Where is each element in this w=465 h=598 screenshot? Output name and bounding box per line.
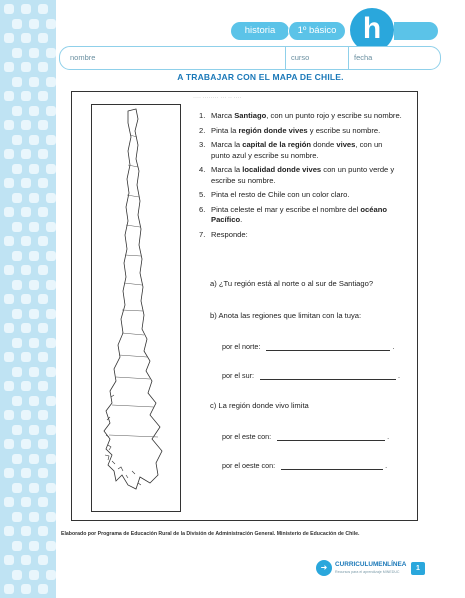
- course-field-label: curso: [291, 53, 310, 62]
- strip-dot: [4, 526, 14, 536]
- line-end: .: [397, 371, 400, 380]
- strip-dot: [46, 570, 56, 580]
- instruction-number: 3.: [199, 140, 206, 149]
- strip-dot: [12, 222, 22, 232]
- strip-dot: [12, 367, 22, 377]
- strip-dot: [46, 251, 56, 261]
- instruction-number: 2.: [199, 125, 206, 135]
- strip-dot: [12, 106, 22, 116]
- answer-line-north[interactable]: [222, 342, 394, 351]
- instruction-text: Marca: [211, 111, 235, 120]
- strip-dot: [21, 294, 31, 304]
- strip-dot: [4, 468, 14, 478]
- logo-name: CURRICULUMENLÍNEA: [335, 561, 407, 568]
- name-field-label: nombre: [70, 53, 96, 62]
- chile-map-outline: [92, 105, 180, 511]
- instruction-text: y escribe su nombre.: [307, 125, 381, 135]
- north-label: por el norte:: [222, 342, 261, 351]
- instruction-item: [193, 126, 403, 137]
- question-a: a) ¿Tu región está al norte o al sur de Santiago?: [210, 279, 374, 288]
- west-label: por el oeste con:: [222, 461, 276, 470]
- instruction-item: [193, 190, 403, 201]
- instruction-emphasis: región donde vives: [238, 125, 308, 135]
- strip-dot: [4, 555, 14, 565]
- strip-dot: [21, 555, 31, 565]
- strip-dot: [38, 555, 48, 565]
- strip-dot: [21, 526, 31, 536]
- instruction-text: Marca la: [211, 140, 243, 149]
- strip-dot: [38, 236, 48, 246]
- chile-map-image: [91, 104, 181, 512]
- strip-dot: [29, 280, 39, 290]
- east-label: por el este con:: [222, 432, 272, 441]
- strip-dot: [29, 454, 39, 464]
- strip-dot: [4, 294, 14, 304]
- strip-dot: [29, 19, 39, 29]
- strip-dot: [21, 497, 31, 507]
- instruction-item: [193, 205, 403, 226]
- strip-dot: [38, 120, 48, 130]
- instruction-text: , con un punto azul y escribe su nombre.: [211, 140, 383, 160]
- strip-dot: [38, 497, 48, 507]
- strip-dot: [46, 106, 56, 116]
- answer-line-south[interactable]: [222, 371, 400, 380]
- strip-dot: [21, 207, 31, 217]
- strip-dot: [38, 352, 48, 362]
- strip-dot: [29, 135, 39, 145]
- logo-tagline: Recursos para el aprendizaje MINEDUC: [335, 570, 400, 574]
- instruction-item: [193, 165, 403, 186]
- line-end: .: [385, 461, 388, 470]
- strip-dot: [29, 106, 39, 116]
- decorative-side-strip: [0, 0, 56, 598]
- answer-blank[interactable]: [277, 433, 385, 441]
- line-end: .: [392, 342, 395, 351]
- instruction-text: Marca la: [211, 165, 243, 174]
- strip-dot: [38, 265, 48, 275]
- footer-credit: Elaborado por Programa de Educación Rural de la División de Administración General. Ministerio de Educación de Chile.: [61, 531, 360, 537]
- answer-blank[interactable]: [260, 372, 396, 380]
- strip-dot: [46, 280, 56, 290]
- strip-dot: [12, 19, 22, 29]
- strip-dot: [12, 280, 22, 290]
- strip-dot: [4, 381, 14, 391]
- strip-dot: [21, 120, 31, 130]
- strip-dot: [12, 48, 22, 58]
- strip-dot: [4, 120, 14, 130]
- question-c: c) La región donde vivo limita: [210, 401, 309, 410]
- strip-dot: [29, 570, 39, 580]
- subject-tab: historia: [231, 22, 289, 40]
- strip-dot: [21, 352, 31, 362]
- instruction-text: , con un punto rojo y escribe su nombre.: [266, 111, 402, 120]
- instruction-number: 5.: [199, 190, 206, 199]
- strip-dot: [46, 367, 56, 377]
- subject-logo-icon: h: [350, 8, 394, 52]
- strip-dot: [38, 91, 48, 101]
- instruction-text: Pinta celeste el mar y escribe el nombre del: [211, 204, 361, 214]
- instruction-emphasis: océano Pacífico: [211, 204, 388, 224]
- instruction-text: .: [240, 215, 243, 224]
- strip-dot: [12, 425, 22, 435]
- strip-dot: [29, 483, 39, 493]
- south-label: por el sur:: [222, 371, 254, 380]
- answer-line-west[interactable]: [222, 461, 387, 470]
- faint-instruction-text: ···· ········ ··· ·· ····: [193, 95, 242, 101]
- strip-dot: [46, 512, 56, 522]
- strip-dot: [12, 570, 22, 580]
- instruction-text: Pinta la: [211, 125, 239, 135]
- strip-dot: [12, 251, 22, 261]
- strip-dot: [29, 425, 39, 435]
- strip-dot: [46, 135, 56, 145]
- instruction-emphasis: capital de la región: [242, 140, 312, 149]
- strip-dot: [29, 48, 39, 58]
- strip-dot: [38, 584, 48, 594]
- strip-dot: [12, 396, 22, 406]
- strip-dot: [4, 323, 14, 333]
- strip-dot: [4, 439, 14, 449]
- strip-dot: [38, 207, 48, 217]
- strip-dot: [21, 149, 31, 159]
- strip-dot: [46, 454, 56, 464]
- strip-dot: [12, 135, 22, 145]
- strip-dot: [38, 62, 48, 72]
- strip-dot: [29, 309, 39, 319]
- strip-dot: [4, 149, 14, 159]
- field-divider: [285, 47, 286, 69]
- strip-dot: [46, 483, 56, 493]
- strip-dot: [21, 410, 31, 420]
- strip-dot: [46, 396, 56, 406]
- strip-dot: [38, 439, 48, 449]
- instruction-list: [193, 111, 403, 244]
- instruction-number: 1.: [199, 111, 206, 120]
- strip-dot: [21, 91, 31, 101]
- logo-arrow-icon: ➜: [316, 560, 332, 576]
- strip-dot: [4, 33, 14, 43]
- strip-dot: [38, 323, 48, 333]
- instruction-item: [193, 230, 403, 241]
- instruction-emphasis: Santiago: [234, 111, 267, 120]
- strip-dot: [29, 367, 39, 377]
- strip-dot: [21, 468, 31, 478]
- strip-dot: [38, 178, 48, 188]
- strip-dot: [29, 164, 39, 174]
- strip-dot: [46, 193, 56, 203]
- answer-line-east[interactable]: [222, 432, 389, 441]
- strip-dot: [46, 19, 56, 29]
- strip-dot: [4, 178, 14, 188]
- strip-dot: [21, 178, 31, 188]
- strip-dot: [12, 512, 22, 522]
- strip-dot: [21, 584, 31, 594]
- instruction-item: [193, 111, 403, 122]
- instruction-text: Responde:: [211, 229, 248, 239]
- strip-dot: [29, 338, 39, 348]
- strip-dot: [4, 497, 14, 507]
- strip-dot: [21, 323, 31, 333]
- strip-dot: [12, 164, 22, 174]
- answer-blank[interactable]: [281, 462, 383, 470]
- strip-dot: [29, 193, 39, 203]
- strip-dot: [4, 207, 14, 217]
- strip-dot: [4, 4, 14, 14]
- strip-dot: [21, 33, 31, 43]
- line-end: .: [387, 432, 390, 441]
- answer-blank[interactable]: [266, 343, 390, 351]
- strip-dot: [12, 454, 22, 464]
- strip-dot: [21, 381, 31, 391]
- strip-dot: [4, 265, 14, 275]
- strip-dot: [21, 265, 31, 275]
- strip-dot: [29, 512, 39, 522]
- header-bar-end: [394, 22, 438, 40]
- strip-dot: [4, 91, 14, 101]
- strip-dot: [38, 410, 48, 420]
- strip-dot: [29, 251, 39, 261]
- strip-dot: [38, 294, 48, 304]
- strip-dot: [38, 33, 48, 43]
- strip-dot: [4, 584, 14, 594]
- instruction-item: [193, 140, 403, 161]
- strip-dot: [29, 541, 39, 551]
- strip-dot: [38, 468, 48, 478]
- strip-dot: [4, 62, 14, 72]
- strip-dot: [29, 396, 39, 406]
- strip-dot: [38, 381, 48, 391]
- strip-dot: [38, 526, 48, 536]
- strip-dot: [12, 193, 22, 203]
- strip-dot: [4, 410, 14, 420]
- strip-dot: [21, 62, 31, 72]
- strip-dot: [46, 338, 56, 348]
- instruction-number: 4.: [199, 165, 206, 174]
- strip-dot: [4, 352, 14, 362]
- instruction-number: 6.: [199, 204, 206, 214]
- instruction-number: 7.: [199, 229, 206, 239]
- student-info-bar: [59, 46, 441, 70]
- strip-dot: [46, 309, 56, 319]
- page-number: 1: [411, 562, 425, 575]
- strip-dot: [12, 541, 22, 551]
- strip-dot: [46, 164, 56, 174]
- worksheet-title: A TRABAJAR CON EL MAPA DE CHILE.: [177, 72, 344, 82]
- strip-dot: [46, 425, 56, 435]
- strip-dot: [12, 309, 22, 319]
- instruction-emphasis: vives: [336, 140, 356, 149]
- instruction-text: Pinta el resto de Chile con un color claro.: [211, 190, 350, 199]
- instruction-text: donde: [311, 140, 337, 149]
- strip-dot: [46, 222, 56, 232]
- strip-dot: [29, 222, 39, 232]
- strip-dot: [21, 4, 31, 14]
- strip-dot: [38, 4, 48, 14]
- grade-tab: 1º básico: [288, 22, 345, 40]
- strip-dot: [4, 236, 14, 246]
- strip-dot: [46, 48, 56, 58]
- strip-dot: [21, 439, 31, 449]
- strip-dot: [38, 149, 48, 159]
- field-divider: [348, 47, 349, 69]
- strip-dot: [12, 338, 22, 348]
- date-field-label: fecha: [354, 53, 373, 62]
- instruction-emphasis: localidad donde vives: [242, 165, 322, 174]
- instruction-text: con un punto verde y escribe su nombre.: [211, 165, 395, 185]
- strip-dot: [12, 483, 22, 493]
- strip-dot: [46, 541, 56, 551]
- question-b: b) Anota las regiones que limitan con la tuya:: [210, 311, 362, 320]
- strip-dot: [21, 236, 31, 246]
